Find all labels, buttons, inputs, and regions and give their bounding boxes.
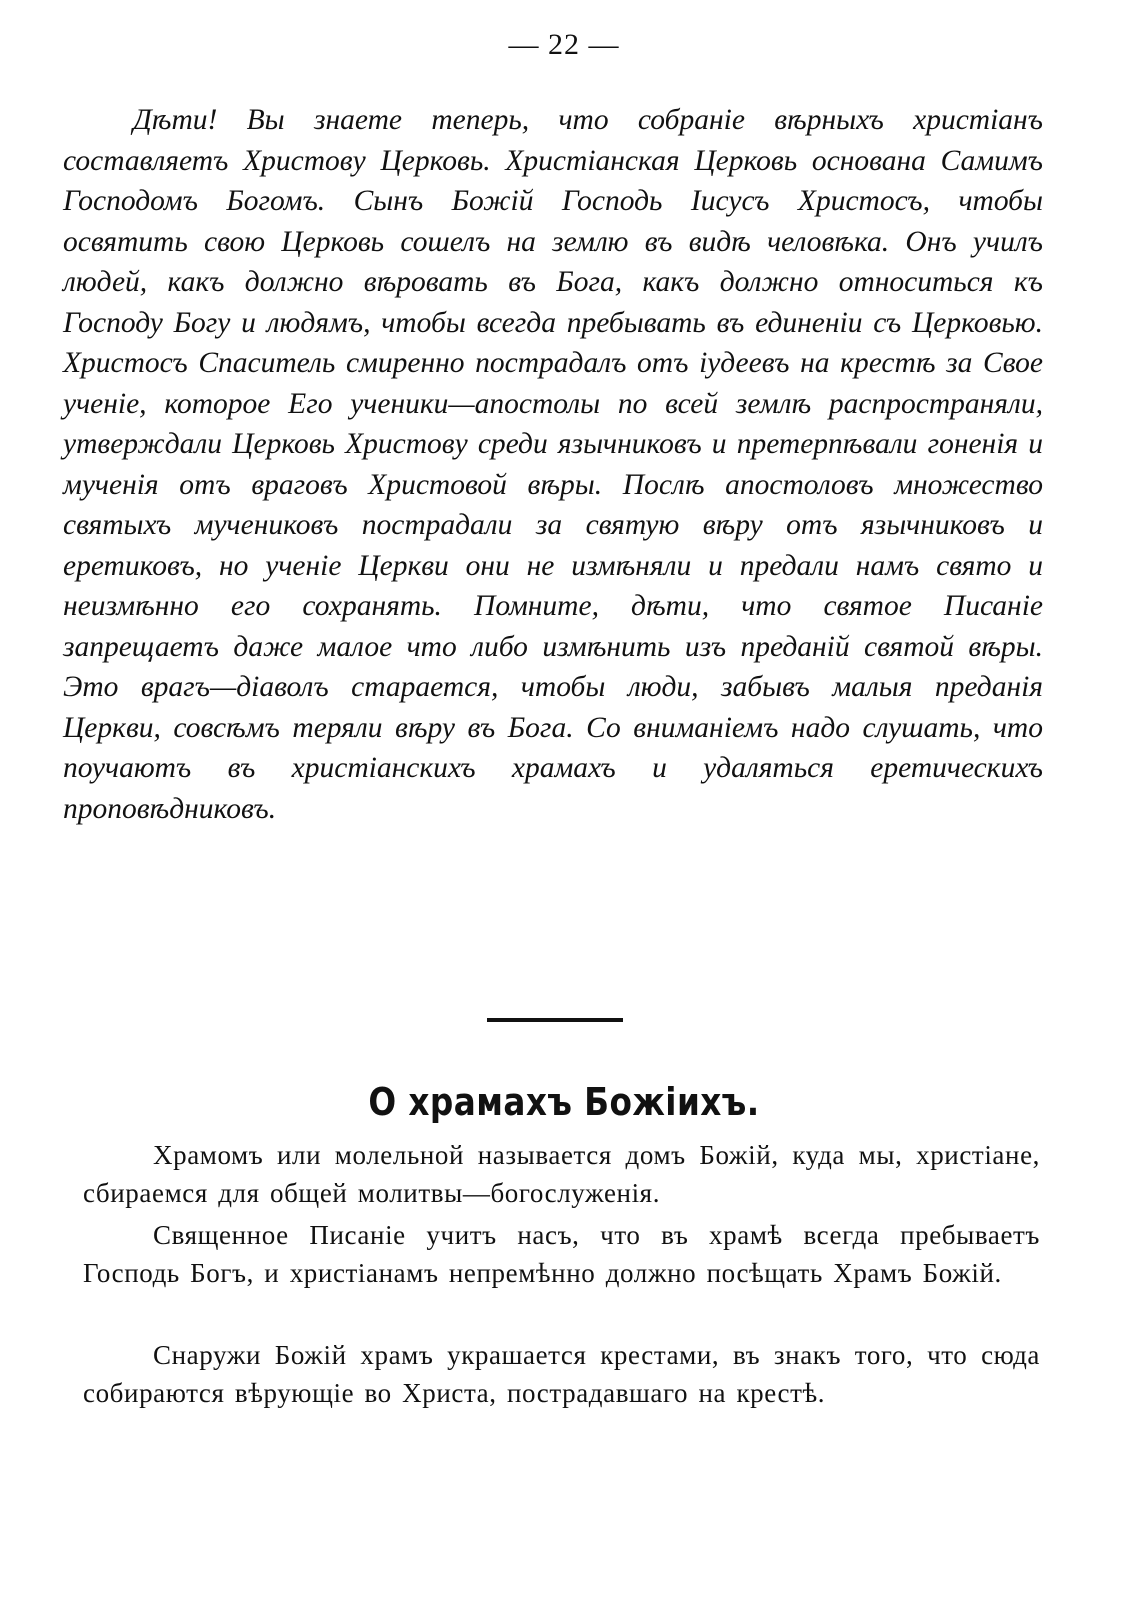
italic-paragraph: Дѣти! Вы знаете теперь, что собраніе вѣрныхъ христіанъ составляетъ Христову Церковь. Христіанская Церковь основана Самимъ Господомъ Богомъ. Сынъ Божій Господь Іисусъ Христосъ, чтобы освятить свою Церковь сошелъ на землю въ видѣ человѣка. Онъ училъ людей, какъ должно вѣровать въ Бога, какъ должно относиться къ Господу Богу и людямъ, чтобы всегда пребывать въ единеніи съ Церковью. Христосъ Спаситель смиренно пострадалъ отъ іудеевъ на крестѣ за Свое ученіе, которое Его ученики—апостолы по всей землѣ распространяли, утверждали Церковь Христову среди язычниковъ и претерпѣвали гоненія и мученія отъ враговъ Христовой вѣры. Послѣ апостоловъ множество святыхъ мучениковъ пострадали за святую вѣру отъ язычниковъ и еретиковъ, но ученіе Церкви они не измѣняли и предали намъ свято и неизмѣнно его сохранять. Помните, дѣти, что святое Писаніе запрещаетъ даже малое что либо измѣнить изъ преданій святой вѣры. Это врагъ—діаволъ старается, чтобы люди, забывъ малыя преданія Церкви, совсѣмъ теряли вѣру въ Бога. Со вниманіемъ надо слушать, что поучаютъ въ христіанскихъ храмахъ и удаляться еретическихъ проповѣдниковъ. [63, 104, 1043, 825]
body-paragraph: Священное Писаніе учитъ насъ, что въ храмѣ всегда пребываетъ Господь Богъ, и христіанамъ непремѣнно должно посѣщать Храмъ Божій. [83, 1220, 1040, 1288]
body-paragraph: Снаружи Божій храмъ украшается крестами, въ знакъ того, что сюда собираются вѣрующіе во Христа, пострадавшаго на крестѣ. [83, 1340, 1040, 1408]
section-heading: О храмахъ Божіихъ. [368, 1080, 760, 1124]
page-number: — 22 — [508, 28, 620, 61]
body-paragraph: Храмомъ или молельной называется домъ Божій, куда мы, христіане, сбираемся для общей молитвы—богослуженія. [83, 1140, 1040, 1208]
section-divider [487, 1018, 623, 1022]
